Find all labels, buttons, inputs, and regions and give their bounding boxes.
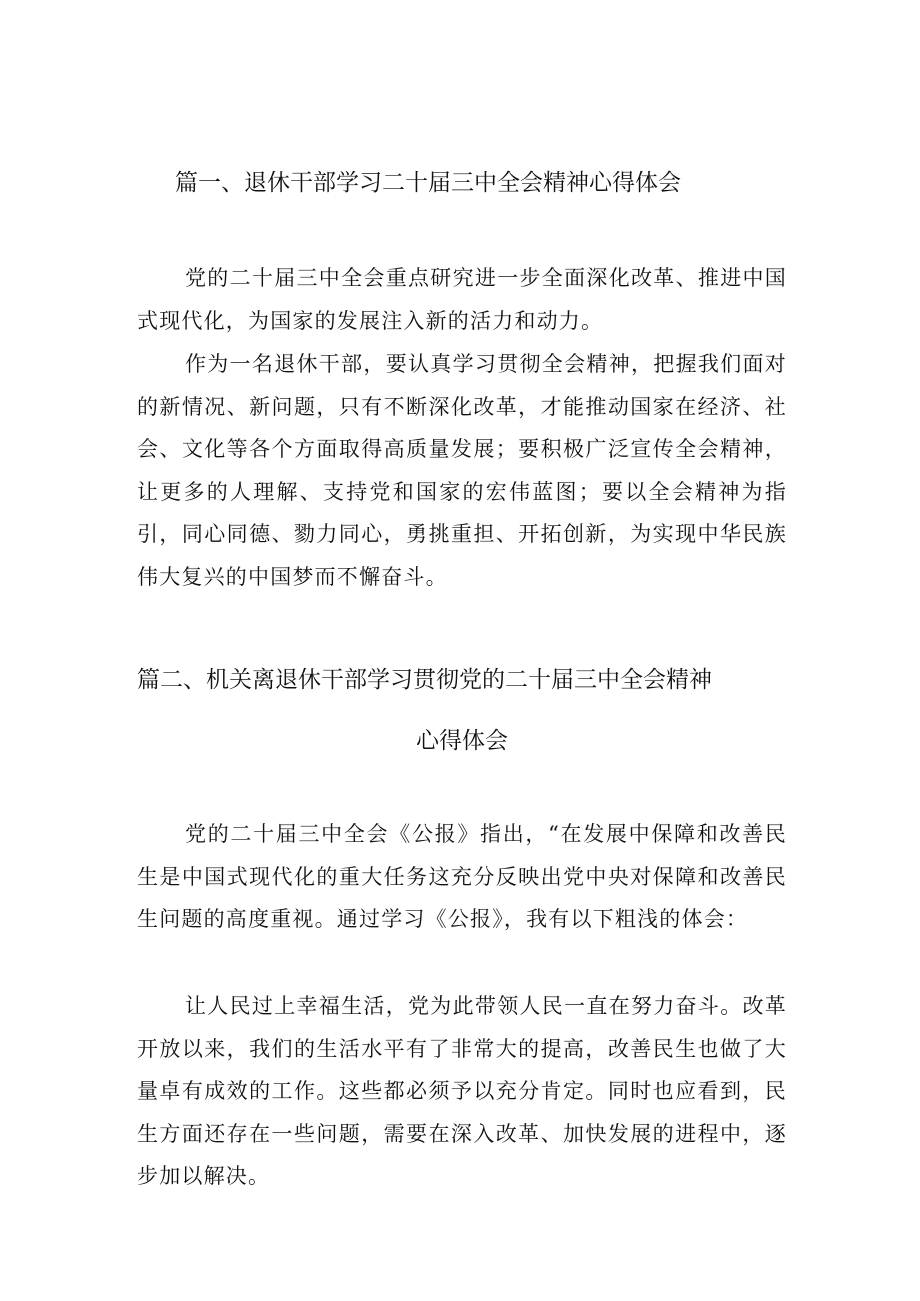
section2-paragraph-1: 党的二十届三中全会《公报》指出，“在发展中保障和改善民生是中国式现代化的重大任务这充分反映出党中央对保障和改善民生问题的高度重视。通过学习《公报》，我有以下粗浅的体会： (137, 822, 787, 931)
section2-title-line1: 篇二、机关离退休干部学习贯彻党的二十届三中全会精神 (137, 667, 712, 693)
section2-title-line2: 心得体会 (416, 728, 508, 754)
section1-paragraph-2: 作为一名退休干部，要认真学习贯彻全会精神，把握我们面对的新情况、新问题，只有不断深化改革，才能推动国家在经济、社会、文化等各个方面取得高质量发展；要积极广泛宣传全会精神，让更多的人理解、支持党和国家的宏伟蓝图；要以全会精神为指引，同心同德、勠力同心，勇挑重担、开拓创新，为实现中华民族伟大复兴的中国梦而不懈奋斗。 (137, 352, 787, 589)
section1-paragraph-1: 党的二十届三中全会重点研究进一步全面深化改革、推进中国式现代化，为国家的发展注入新的活力和动力。 (137, 266, 787, 333)
section1-title: 篇一、退休干部学习二十届三中全会精神心得体会 (175, 170, 681, 196)
section2-paragraph-2: 让人民过上幸福生活，党为此带领人民一直在努力奋斗。改革开放以来，我们的生活水平有了非常大的提高，改善民生也做了大量卓有成效的工作。这些都必须予以充分肯定。同时也应看到，民生方面还存在一些问题，需要在深入改革、加快发展的进程中，逐步加以解决。 (137, 994, 787, 1188)
